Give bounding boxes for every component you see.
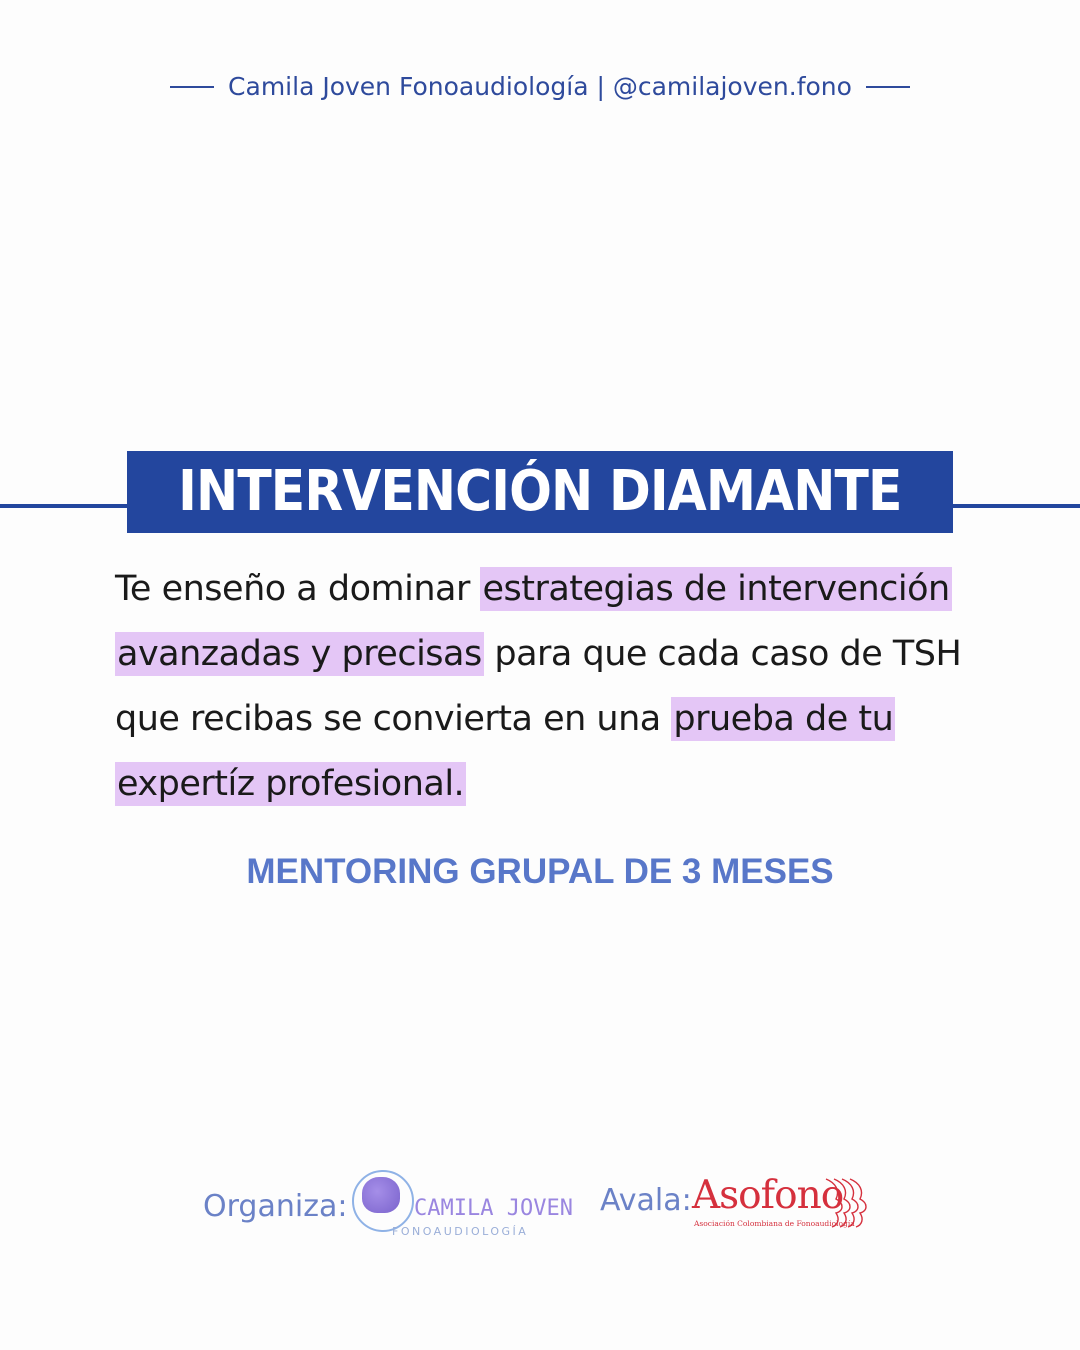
highlighted-text: avanzadas y precisas [117,634,482,674]
program-subtitle: MENTORING GRUPAL DE 3 MESES [246,852,834,891]
paragraph-line-2 [115,622,975,687]
paragraph-line-3 [115,687,975,752]
camila-joven-logo [352,1168,573,1240]
logo-subtitle: FONOAUDIOLOGÍA [392,1225,529,1238]
header-line [0,72,1080,101]
paragraph-line-1 [115,557,975,622]
highlighted-text: prueba de tu [673,699,894,739]
organiza-label: Organiza: [203,1189,348,1224]
title-banner [127,451,953,533]
right-dash [866,86,910,88]
avala-label: Avala: [600,1183,692,1218]
highlighted-text: estrategias de intervención [482,569,950,609]
asofono-wordmark: Asofono [692,1173,844,1218]
left-dash [170,86,214,88]
asofono-logo [692,1175,882,1235]
profile-lines-icon [822,1177,876,1229]
paragraph-line-4 [115,752,975,817]
header-text: Camila Joven Fonoaudiología | @camilajoven.fono [228,72,852,101]
title-rule-right [950,504,1080,508]
page-title: INTERVENCIÓN DIAMANTE [178,459,902,524]
description-paragraph [115,557,975,817]
logo-name: CAMILA JOVEN [414,1196,573,1221]
title-rule-left [0,504,130,508]
brain-icon [362,1177,400,1213]
highlighted-text: expertíz profesional. [117,764,465,804]
text-segment: para que cada caso de TSH [483,634,962,674]
text-segment: Te enseño a dominar [115,569,481,609]
asofono-tagline: Asociación Colombiana de Fonoaudiología [694,1219,855,1228]
text-segment: que recibas se convierta en una [115,699,672,739]
